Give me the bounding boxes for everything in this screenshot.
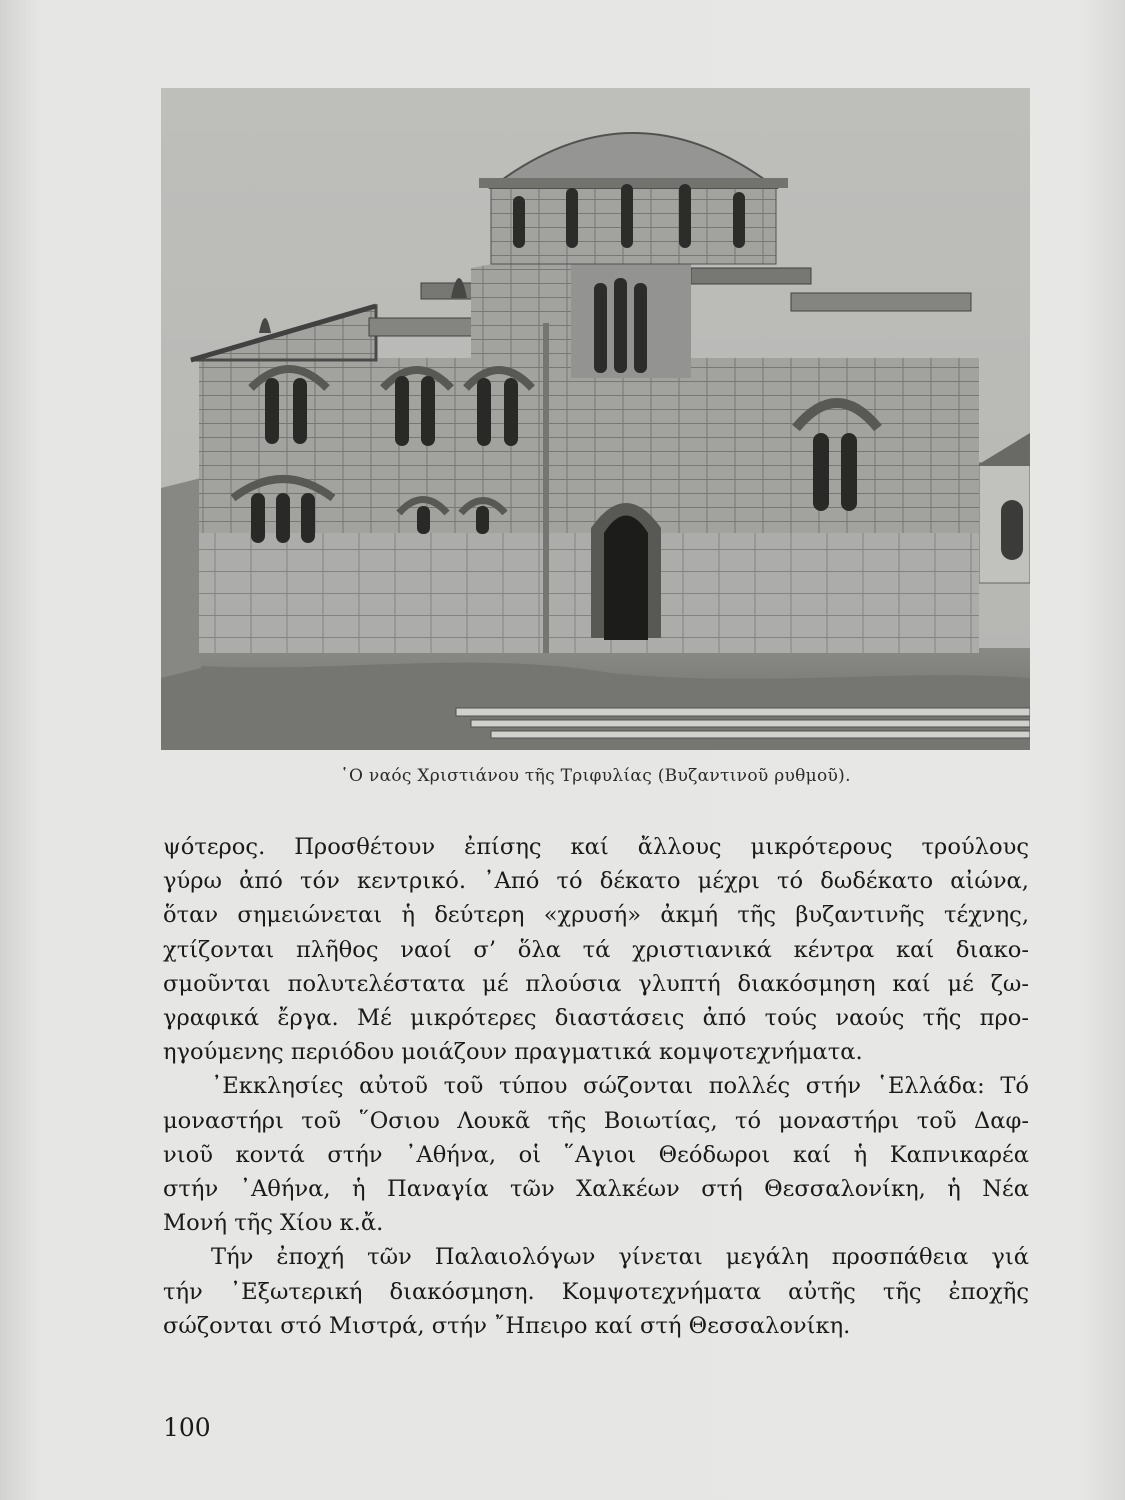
text-line: τήν ᾿Εξωτερική διακόσμηση. Κομψοτεχνήματα αὐτῆς τῆς ἐποχῆς [163,1278,1029,1305]
text-line: ηγούμενης περιόδου μοιάζουν πραγματικά κομψοτεχνήματα. [163,1039,863,1066]
text-line: σμοῦνται πολυτελέστατα μέ πλούσια γλυπτή διακόσμηση καί μέ ζω- [163,970,1029,997]
text-line: γύρω ἀπό τόν κεντρικό. ᾿Από τό δέκατο μέχρι τό δωδέκατο αἰώνα, [163,868,1029,895]
text-line: ψότερος. Προσθέτουν ἐπίσης καί ἄλλους μικρότερους τρούλους [163,834,1029,860]
figure-caption: ῾Ο ναός Χριστιάνου τῆς Τριφυλίας (Βυζαντινοῦ ρυθμοῦ). [340,766,851,786]
text-line: γραφικά ἔργα. Μέ μικρότερες διαστάσεις ἀπό τούς ναούς τῆς προ- [163,1005,1029,1032]
text-line: χτίζονται πλῆθος ναοί σ’ ὅλα τά χριστιανικά κέντρα καί διακο- [163,936,1029,963]
text-line: ᾿Εκκλησίες αὐτοῦ τοῦ τύπου σώζονται πολλές στήν ῾Ελλάδα: Τό [211,1073,1029,1100]
text-line: ὅταν σημειώνεται ἡ δεύτερη «χρυσή» ἀκμή τῆς βυζαντινῆς τέχνης, [163,902,1029,929]
body-text [163,830,1029,1343]
text-line: νιοῦ κοντά στήν ᾿Αθήνα, οἱ ῞Αγιοι Θεόδωροι καί ἡ Καπνικαρέα [163,1141,1029,1168]
page-number: 100 [163,1413,211,1442]
text-line: μοναστήρι τοῦ ῞Οσιου Λουκᾶ τῆς Βοιωτίας, τό μοναστήρι τοῦ Δαφ- [163,1107,1029,1134]
text-line: Μονή τῆς Χίου κ.ἄ. [163,1210,384,1237]
text-line: στήν ᾿Αθήνα, ἡ Παναγία τῶν Χαλκέων στή Θεσσαλονίκη, ἡ Νέα [163,1176,1029,1203]
text-line: σώζονται στό Μιστρά, στήν ῎Ηπειρο καί στή Θεσσαλονίκη. [163,1312,851,1339]
text-line: Τήν ἐποχή τῶν Παλαιολόγων γίνεται μεγάλη προσπάθεια γιά [211,1244,1029,1271]
church-photograph [161,88,1030,750]
